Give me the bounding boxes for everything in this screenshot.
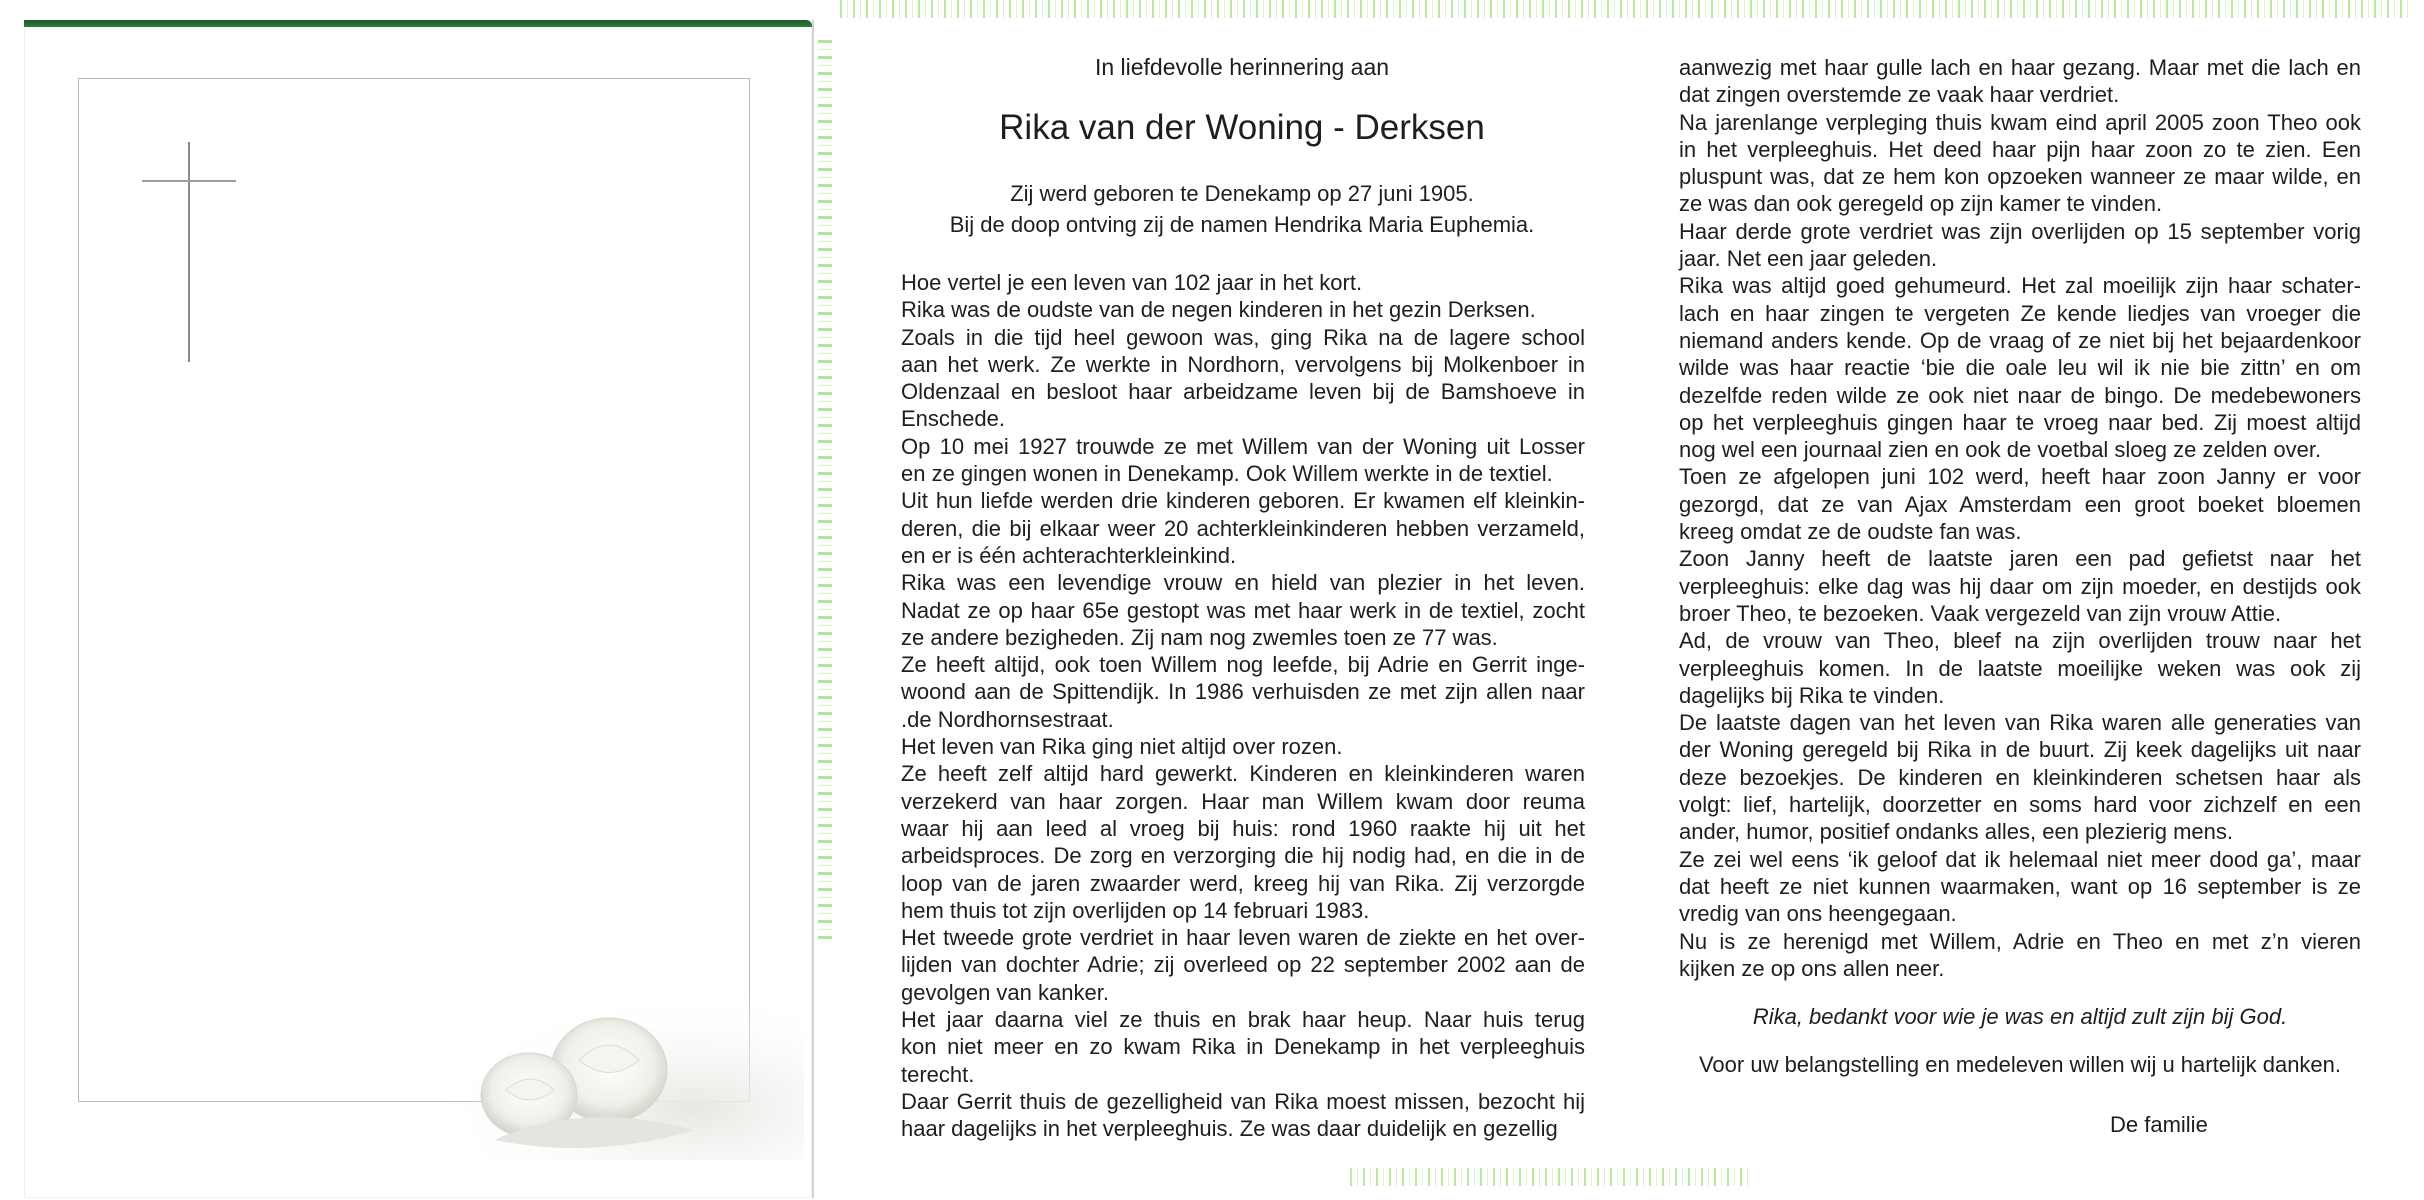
birth-line: Zij werd geboren te Denekamp op 27 juni 1905. bbox=[1010, 181, 1474, 206]
cross-icon bbox=[188, 142, 190, 362]
text-line: Ze heeft zelf altijd hard gewerkt. Kinderen en kleinkinderen waren bbox=[901, 761, 1585, 787]
paragraph bbox=[1679, 109, 2361, 218]
paragraph bbox=[901, 924, 1585, 1006]
text-line: deze bezoekjes. De kinderen en kleinkinderen schetsen haar als bbox=[1679, 764, 2361, 790]
text-line: Rika was altijd goed gehumeurd. Het zal moeilijk zijn haar schater- bbox=[1679, 273, 2361, 299]
scan-edge bbox=[840, 0, 2410, 18]
text-line: haar dagelijks in het verpleeghuis. Ze was daar duidelijk en gezellig bbox=[901, 1116, 1558, 1142]
closing-line: Rika, bedankt voor wie je was en altijd zult zijn bij God. bbox=[1752, 1004, 2288, 1029]
text-line: Rika was een levendige vrouw en hield van plezier in het leven. bbox=[901, 570, 1585, 596]
paragraph bbox=[1679, 463, 2361, 545]
paragraph bbox=[901, 487, 1585, 569]
intro-line: In liefdevolle herinnering aan bbox=[1094, 54, 1390, 80]
text-line: Rika was de oudste van de negen kinderen in het gezin Derksen. bbox=[901, 297, 1536, 323]
text-line: Zoals in die tijd heel gewoon was, ging Rika na de lagere school bbox=[901, 324, 1585, 350]
text-line: loop van de jaren zwaarder werd, kreeg hij van Rika. Zij verzorgde bbox=[901, 870, 1585, 896]
text-line: en er is één achterachterkleinkind. bbox=[901, 542, 1237, 568]
signoff: De familie bbox=[2110, 1112, 2208, 1137]
paragraph bbox=[1679, 928, 2361, 983]
paragraph bbox=[901, 269, 1585, 296]
text-line: dat heeft ze niet kunnen waarmaken, want op 16 september is ze bbox=[1679, 873, 2361, 899]
text-line: volgt: lief, hartelijk, doorzetter en soms hard voor zichzelf en een bbox=[1679, 792, 2361, 818]
baptism-line: Bij de doop ontving zij de namen Hendrika Maria Euphemia. bbox=[949, 212, 1535, 237]
paragraph bbox=[1679, 54, 2361, 109]
decorative-frame bbox=[78, 78, 750, 1102]
text-line: Op 10 mei 1927 trouwde ze met Willem van der Woning uit Losser bbox=[901, 433, 1585, 459]
text-line: Ad, de vrouw van Theo, bleef na zijn overlijden trouw naar het bbox=[1679, 628, 2361, 654]
paragraph bbox=[901, 1006, 1585, 1088]
text-line: Daar Gerrit thuis de gezelligheid van Rika moest missen, bezocht hij bbox=[901, 1088, 1585, 1114]
text-line: Hoe vertel je een leven van 102 jaar in het kort. bbox=[901, 270, 1363, 295]
paragraph bbox=[1679, 545, 2361, 627]
text-line: niemand anders kende. Op de vraag of ze niet bij het bejaardenkoor bbox=[1679, 327, 2361, 353]
text-line: dezelfde reden wilde ze ook niet naar de bingo. De medebewoners bbox=[1679, 382, 2361, 408]
text-line: nog wel een journaal zien en ook de voetbal sloeg ze zelden over. bbox=[1679, 437, 2322, 463]
text-line: Het tweede grote verdriet in haar leven waren de ziekte en het over- bbox=[901, 925, 1585, 951]
text-line: arbeidsproces. De zorg en verzorging die hij nodig had, en die in de bbox=[901, 843, 1585, 869]
text-line: .de Nordhornsestraat. bbox=[901, 706, 1114, 732]
text-line: hem thuis tot zijn overlijden op 14 februari 1983. bbox=[901, 897, 1370, 923]
biography-column-left bbox=[901, 269, 1585, 1143]
text-line: jaar. Net een jaar geleden. bbox=[1679, 246, 1938, 272]
paragraph bbox=[901, 760, 1585, 924]
text-line: woond aan de Spittendijk. In 1986 verhuisden ze met zijn allen naar bbox=[901, 679, 1585, 705]
text-line: aanwezig met haar gulle lach en haar gezang. Maar met die lach en bbox=[1679, 55, 2361, 80]
text-line: kreeg omdat ze de oudste fan was. bbox=[1679, 519, 2022, 545]
text-line: Toen ze afgelopen juni 102 werd, heeft haar zoon Janny er voor bbox=[1679, 464, 2361, 490]
scan-edge bbox=[24, 20, 812, 27]
text-line: op het verpleeghuis gingen haar te vroeg naar bed. Zij moest altijd bbox=[1679, 409, 2361, 435]
text-line: terecht. bbox=[901, 1061, 975, 1087]
text-line: kon niet meer en zo kwam Rika in Denekamp in het verpleeghuis bbox=[901, 1034, 1585, 1060]
paragraph bbox=[901, 433, 1585, 488]
text-line: ander, humor, positief ondanks alles, een plezierig mens. bbox=[1679, 819, 2233, 845]
text-line: waar hij aan leed al vroeg bij huis: rond 1960 raakte hij uit het bbox=[901, 815, 1585, 841]
paragraph bbox=[901, 324, 1585, 433]
text-line: gevolgen van kanker. bbox=[901, 979, 1109, 1005]
text-line: Haar derde grote verdriet was zijn overlijden op 15 september vorig bbox=[1679, 218, 2361, 244]
text-line: in het verpleeghuis. Het deed haar pijn haar zoon zo te zien. Een bbox=[1679, 136, 2361, 162]
biography-column-right bbox=[1679, 54, 2361, 982]
roses-image bbox=[434, 990, 804, 1160]
deceased-name: Rika van der Woning - Derksen bbox=[999, 108, 1485, 147]
memorial-card-front bbox=[24, 20, 814, 1198]
text-line: Het jaar daarna viel ze thuis en brak haar heup. Naar huis terug bbox=[901, 1007, 1585, 1033]
thanks-line: Voor uw belangstelling en medeleven willen wij u hartelijk danken. bbox=[1698, 1052, 2342, 1077]
paragraph bbox=[901, 569, 1585, 651]
text-line: Na jarenlange verpleging thuis kwam eind april 2005 zoon Theo ook bbox=[1679, 109, 2361, 135]
text-line: kijken ze op ons allen neer. bbox=[1679, 955, 1945, 981]
text-line: dagelijks bij Rika te vinden. bbox=[1679, 682, 1945, 708]
text-line: lach en haar zingen te vergeten Ze kende liedjes van vroeger die bbox=[1679, 300, 2361, 326]
paragraph bbox=[1679, 846, 2361, 928]
text-line: pluspunt was, dat ze hem kon opzoeken wanneer ze maar wilde, en bbox=[1679, 164, 2361, 190]
text-line: aan het werk. Ze werkte in Nordhorn, vervolgens bij Molkenboer in bbox=[901, 351, 1585, 377]
paragraph bbox=[1679, 709, 2361, 845]
text-line: Uit hun liefde werden drie kinderen geboren. Er kwamen elf kleinkin- bbox=[901, 488, 1585, 514]
text-line: verpleeghuis komen. In de laatste moeilijke weken was ook zij bbox=[1679, 655, 2361, 681]
text-line: Nu is ze herenigd met Willem, Adrie en Theo en met z’n vieren bbox=[1679, 928, 2361, 954]
text-line: en ze gingen wonen in Denekamp. Ook Willem werkte in de textiel. bbox=[901, 461, 1553, 487]
paragraph bbox=[1679, 627, 2361, 709]
paragraph bbox=[901, 1088, 1585, 1143]
paragraph bbox=[1679, 272, 2361, 463]
paragraph bbox=[901, 651, 1585, 733]
paragraph bbox=[901, 733, 1585, 760]
text-line: Ze zei wel eens ‘ik geloof dat ik helemaal niet meer dood ga’, maar bbox=[1679, 846, 2361, 872]
text-line: der Woning geregeld bij Rika in de buurt. Zij keek dagelijks uit naar bbox=[1679, 737, 2361, 763]
paragraph bbox=[1679, 218, 2361, 273]
text-line: dat zingen overstemde ze vaak haar verdriet. bbox=[1679, 82, 2120, 108]
text-line: Ze heeft altijd, ook toen Willem nog leefde, bij Adrie en Gerrit inge- bbox=[901, 652, 1585, 678]
text-line: De laatste dagen van het leven van Rika waren alle generaties van bbox=[1679, 710, 2361, 736]
scan-edge bbox=[818, 40, 832, 940]
cross-icon-bar bbox=[142, 180, 236, 182]
text-line: ze andere bezigheden. Zij nam nog zwemles toen ze 77 was. bbox=[901, 624, 1498, 650]
text-line: Enschede. bbox=[901, 406, 1005, 432]
text-line: wilde was haar reactie ‘bie die oale leu wil ik nie bie zittn’ en om bbox=[1679, 355, 2361, 381]
text-line: verzekerd van haar zorgen. Haar man Willem kwam door reuma bbox=[901, 788, 1585, 814]
text-line: deren, die bij elkaar weer 20 achterkleinkinderen hebben verzameld, bbox=[901, 515, 1585, 541]
scan-edge bbox=[1350, 1168, 1750, 1186]
text-line: Zoon Janny heeft de laatste jaren een pad gefietst naar het bbox=[1679, 546, 2361, 572]
text-line: Het leven van Rika ging niet altijd over rozen. bbox=[901, 734, 1343, 760]
text-line: vredig van ons heengegaan. bbox=[1679, 901, 1957, 927]
text-line: gezorgd, dat ze van Ajax Amsterdam een groot boeket bloemen bbox=[1679, 491, 2361, 517]
text-line: Nadat ze op haar 65e gestopt was met haar werk in de textiel, zocht bbox=[901, 597, 1585, 623]
text-line: verpleeghuis: elke dag was hij daar om zijn moeder, en destijds ook bbox=[1679, 573, 2361, 599]
paragraph bbox=[901, 296, 1585, 323]
text-line: Oldenzaal en besloot haar arbeidzame leven bij de Bamshoeve in bbox=[901, 379, 1585, 405]
text-line: lijden van dochter Adrie; zij overleed op 22 september 2002 aan de bbox=[901, 952, 1585, 978]
text-line: ze was dan ook geregeld op zijn kamer te vinden. bbox=[1679, 191, 2163, 217]
text-line: broer Theo, te bezoeken. Vaak vergezeld van zijn vrouw Attie. bbox=[1679, 600, 2282, 626]
